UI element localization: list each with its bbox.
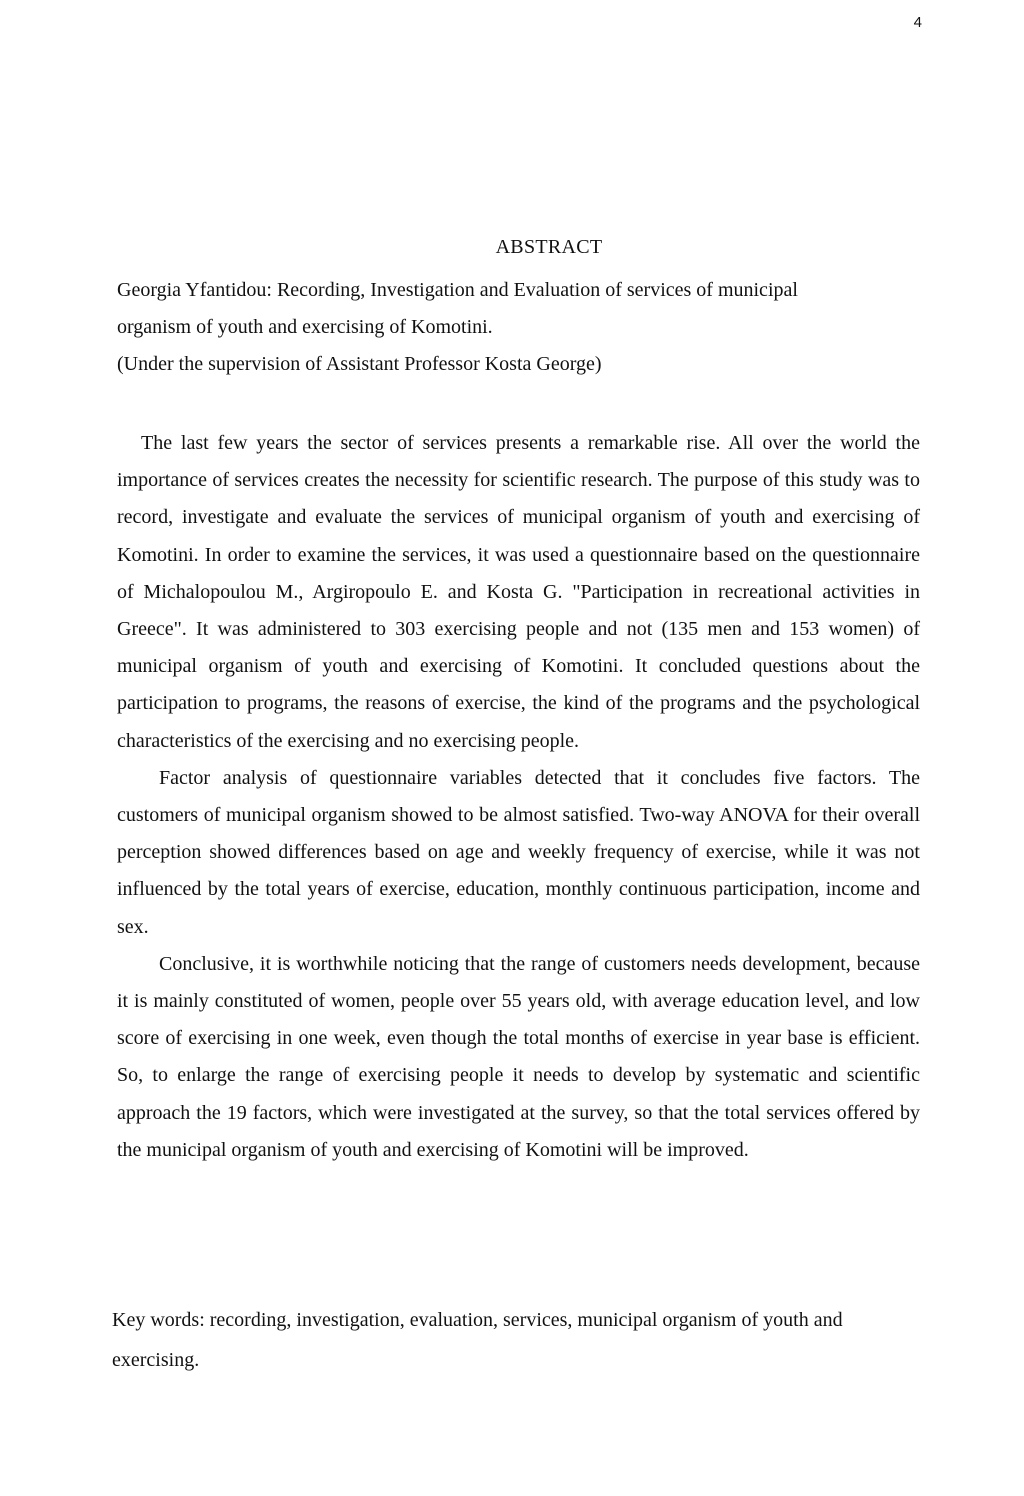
- page-number: 4: [913, 14, 922, 31]
- abstract-heading: ABSTRACT: [495, 236, 603, 258]
- keywords: Key words: recording, investigation, evaluation, services, municipal organism of youth and exercising.: [112, 1309, 843, 1371]
- abstract-paragraph-2: Factor analysis of questionnaire variables detected that it concludes five factors. The customers of municipal organism showed to be almost satisfied. Two-way ANOVA for their overall perception showed differences based on age and weekly frequency of exercise, while it was not influenced by the total years of exercise, education, monthly continuous participation, income and sex.: [117, 766, 920, 938]
- abstract-body: [117, 425, 920, 1169]
- title-continuation-line: organism of youth and exercising of Komotini.: [117, 316, 493, 338]
- author-title-line: Georgia Yfantidou: Recording, Investigation and Evaluation of services of municipal: [117, 279, 798, 301]
- abstract-paragraph-3: Conclusive, it is worthwhile noticing that the range of customers needs development, because it is mainly constituted of women, people over 55 years old, with average education level, and low score of exercising in one week, even though the total months of exercise in year base is efficient. So, to enlarge the range of exercising people it needs to develop by systematic and scientific approach the 19 factors, which were investigated at the survey, so that the total services offered by the municipal organism of youth and exercising of Komotini will be improved.: [117, 952, 920, 1161]
- supervision-line: (Under the supervision of Assistant Professor Kosta George): [117, 353, 602, 375]
- thesis-header: [117, 272, 937, 383]
- abstract-paragraph-1: The last few years the sector of services presents a remarkable rise. All over the world the importance of services creates the necessity for scientific research. The purpose of this study was to record, investigate and evaluate the services of municipal organism of youth and exercising of Komotini. In order to examine the services, it was used a questionnaire based on the questionnaire of Michalopoulou M., Argiropoulo E. and Kosta G. "Participation in recreational activities in Greece". It was administered to 303 exercising people and not (135 men and 153 women) of municipal organism of youth and exercising of Komotini. It concluded questions about the participation to programs, the reasons of exercise, the kind of the programs and the psychological characteristics of the exercising and no exercising people.: [117, 432, 920, 752]
